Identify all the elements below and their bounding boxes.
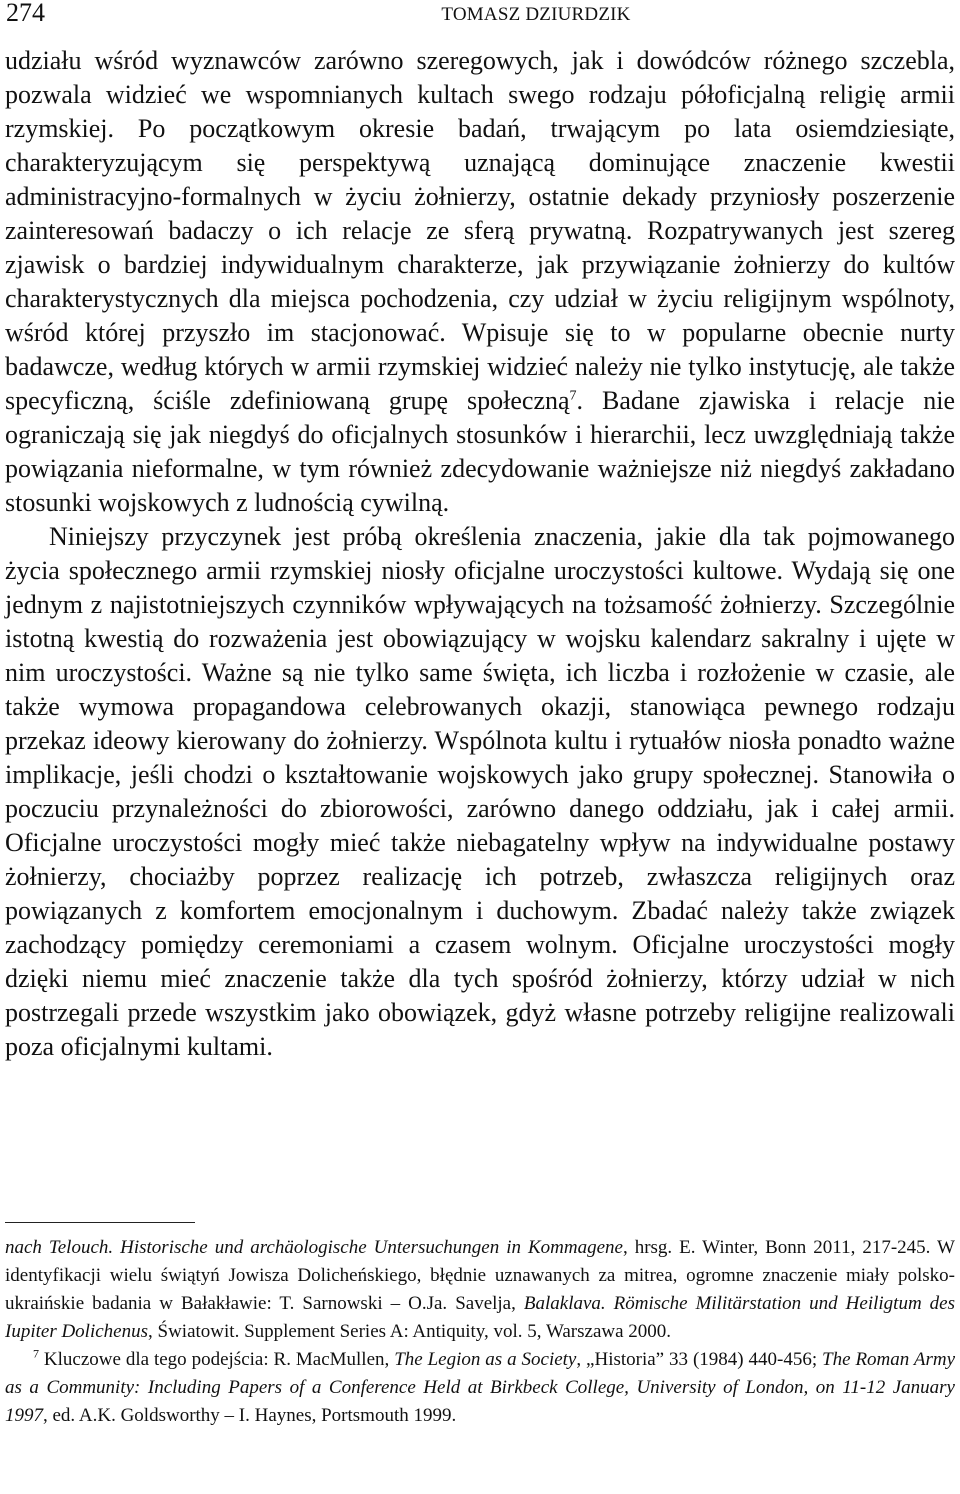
paragraph-1-text-b: . Badane zjawiska i relacje nie ograniczają się jak niegdyś do oficjalnych stosunków i hierarchii, lecz uwzględniają także powiązania nieformalne, w tym również zdecydowanie ważniejsze niż niegdyś zakładano stosunki wojskowych z ludnością cywilną. (5, 386, 955, 517)
footnote-6-text-1: , hrsg. E. Winter, Bonn 2011, 217-245. W identyfikacji wielu świątyń Jowisza Dolicheńskiego, błędnie uznawanych za mitrea, ogromne znaczenie miały polsko-ukraińskie badania w Bałakławie: T. Sarnowski – O.Ja. Savelja, (5, 1237, 955, 1314)
footnote-6-text-2: , Światowit. Supplement Series A: Antiquity, vol. 5, Warszawa 2000. (148, 1321, 672, 1342)
footnotes (5, 1234, 955, 1430)
footnote-ref-7[interactable]: 7 (569, 388, 577, 404)
footnote-7-text-1: Kluczowe dla tego podejścia: R. MacMullen, (39, 1349, 395, 1370)
footnote-7-number: 7 (33, 1346, 39, 1361)
paragraph-1 (5, 44, 955, 520)
paragraph-2: Niniejszy przyczynek jest próbą określenia znaczenia, jakie dla tak pojmowanego życia społecznego armii rzymskiej niosły oficjalne uroczystości kultowe. Wydają się one jednym z najistotniejszych czynników wpływających na tożsamość żołnierzy. Szczególnie istotną kwestią do rozważenia jest obowiązujący w wojsku kalendarz sakralny i ujęte w nim uroczystości. Ważne są nie tylko same święta, ich liczba i rozłożenie w czasie, ale także wymowa propagandowa celebrowanych okazji, stanowiąca pewnego rodzaju przekaz ideowy kierowany do żołnierzy. Wspólnota kultu i rytuałów niosła ponadto ważne implikacje, jeśli chodzi o kształtowanie wojskowych jako grupy społecznej. Stanowiła o poczuciu przynależności do zbiorowości, zarówno danego oddziału, jak i całej armii. Oficjalne uroczystości mogły mieć także niebagatelny wpływ na indywidualne postawy żołnierzy, chociażby poprzez realizację ich potrzeb, zwłaszcza religijnych oraz powiązanych z komfortem emocjonalnym i duchowym. Zbadać należy także związek zachodzący pomiędzy ceremoniami a czasem wolnym. Oficjalne uroczystości mogły dzięki niemu mieć znaczenie także dla tych spośród żołnierzy, którzy udział w nich postrzegali przede wszystkim jako obowiązek, gdyż własne potrzeby religijne realizowali poza oficjalnymi kultami. (5, 522, 955, 1061)
footnote-7-text-3: , ed. A.K. Goldsworthy – I. Haynes, Portsmouth 1999. (43, 1405, 457, 1426)
running-header (6, 0, 956, 30)
footnote-7-italic-2: The Roman Army as a Community: Including Papers of a Conference Held at Birkbeck College, University of London, on 11-12 January 1997 (5, 1349, 955, 1426)
main-text (5, 44, 955, 1064)
footnote-6-continued (5, 1234, 955, 1346)
footnote-7-italic-1: The Legion as a Society (394, 1349, 577, 1370)
footnote-separator (5, 1222, 195, 1223)
paragraph-1-text-a: udziału wśród wyznawców zarówno szeregowych, jak i dowódców różnego szczebla, pozwala widzieć we wspomnianych kultach swego rodzaju półoficjalną religię armii rzymskiej. Po początkowym okresie badań, trwającym po lata osiemdziesiąte, charakteryzującym się perspektywą uznającą dominujące znaczenie kwestii administracyjno-formalnych w życiu żołnierzy, ostatnie dekady przyniosły poszerzenie zainteresowań badaczy o ich relacje ze sferą prywatną. Rozpatrywanych jest szereg zjawisk o bardziej indywidualnym charakterze, jak przywiązanie żołnierzy do kultów charakterystycznych dla miejsca pochodzenia, czy udział w życiu religijnym wspólnoty, wśród której przyszło im stacjonować. Wpisuje się to w popularne obecnie nurty badawcze, według których w armii rzymskiej widzieć należy nie tylko instytucję, ale także specyficzną, ściśle zdefiniowaną grupę społeczną (5, 46, 955, 415)
page-number: 274 (6, 0, 45, 27)
footnote-6-italic-2: Balaklava. Römische Militärstation und Heiligtum des Iupiter Dolichenus (5, 1293, 956, 1342)
footnote-6-italic-1: nach Telouch. Historische und archäologische Untersuchungen in Kommagene (5, 1237, 623, 1258)
footnote-7-text-2: , „Historia” 33 (1984) 440-456; (576, 1349, 823, 1370)
running-head-author: TOMASZ DZIURDZIK (441, 4, 631, 25)
footnote-7 (5, 1346, 955, 1430)
